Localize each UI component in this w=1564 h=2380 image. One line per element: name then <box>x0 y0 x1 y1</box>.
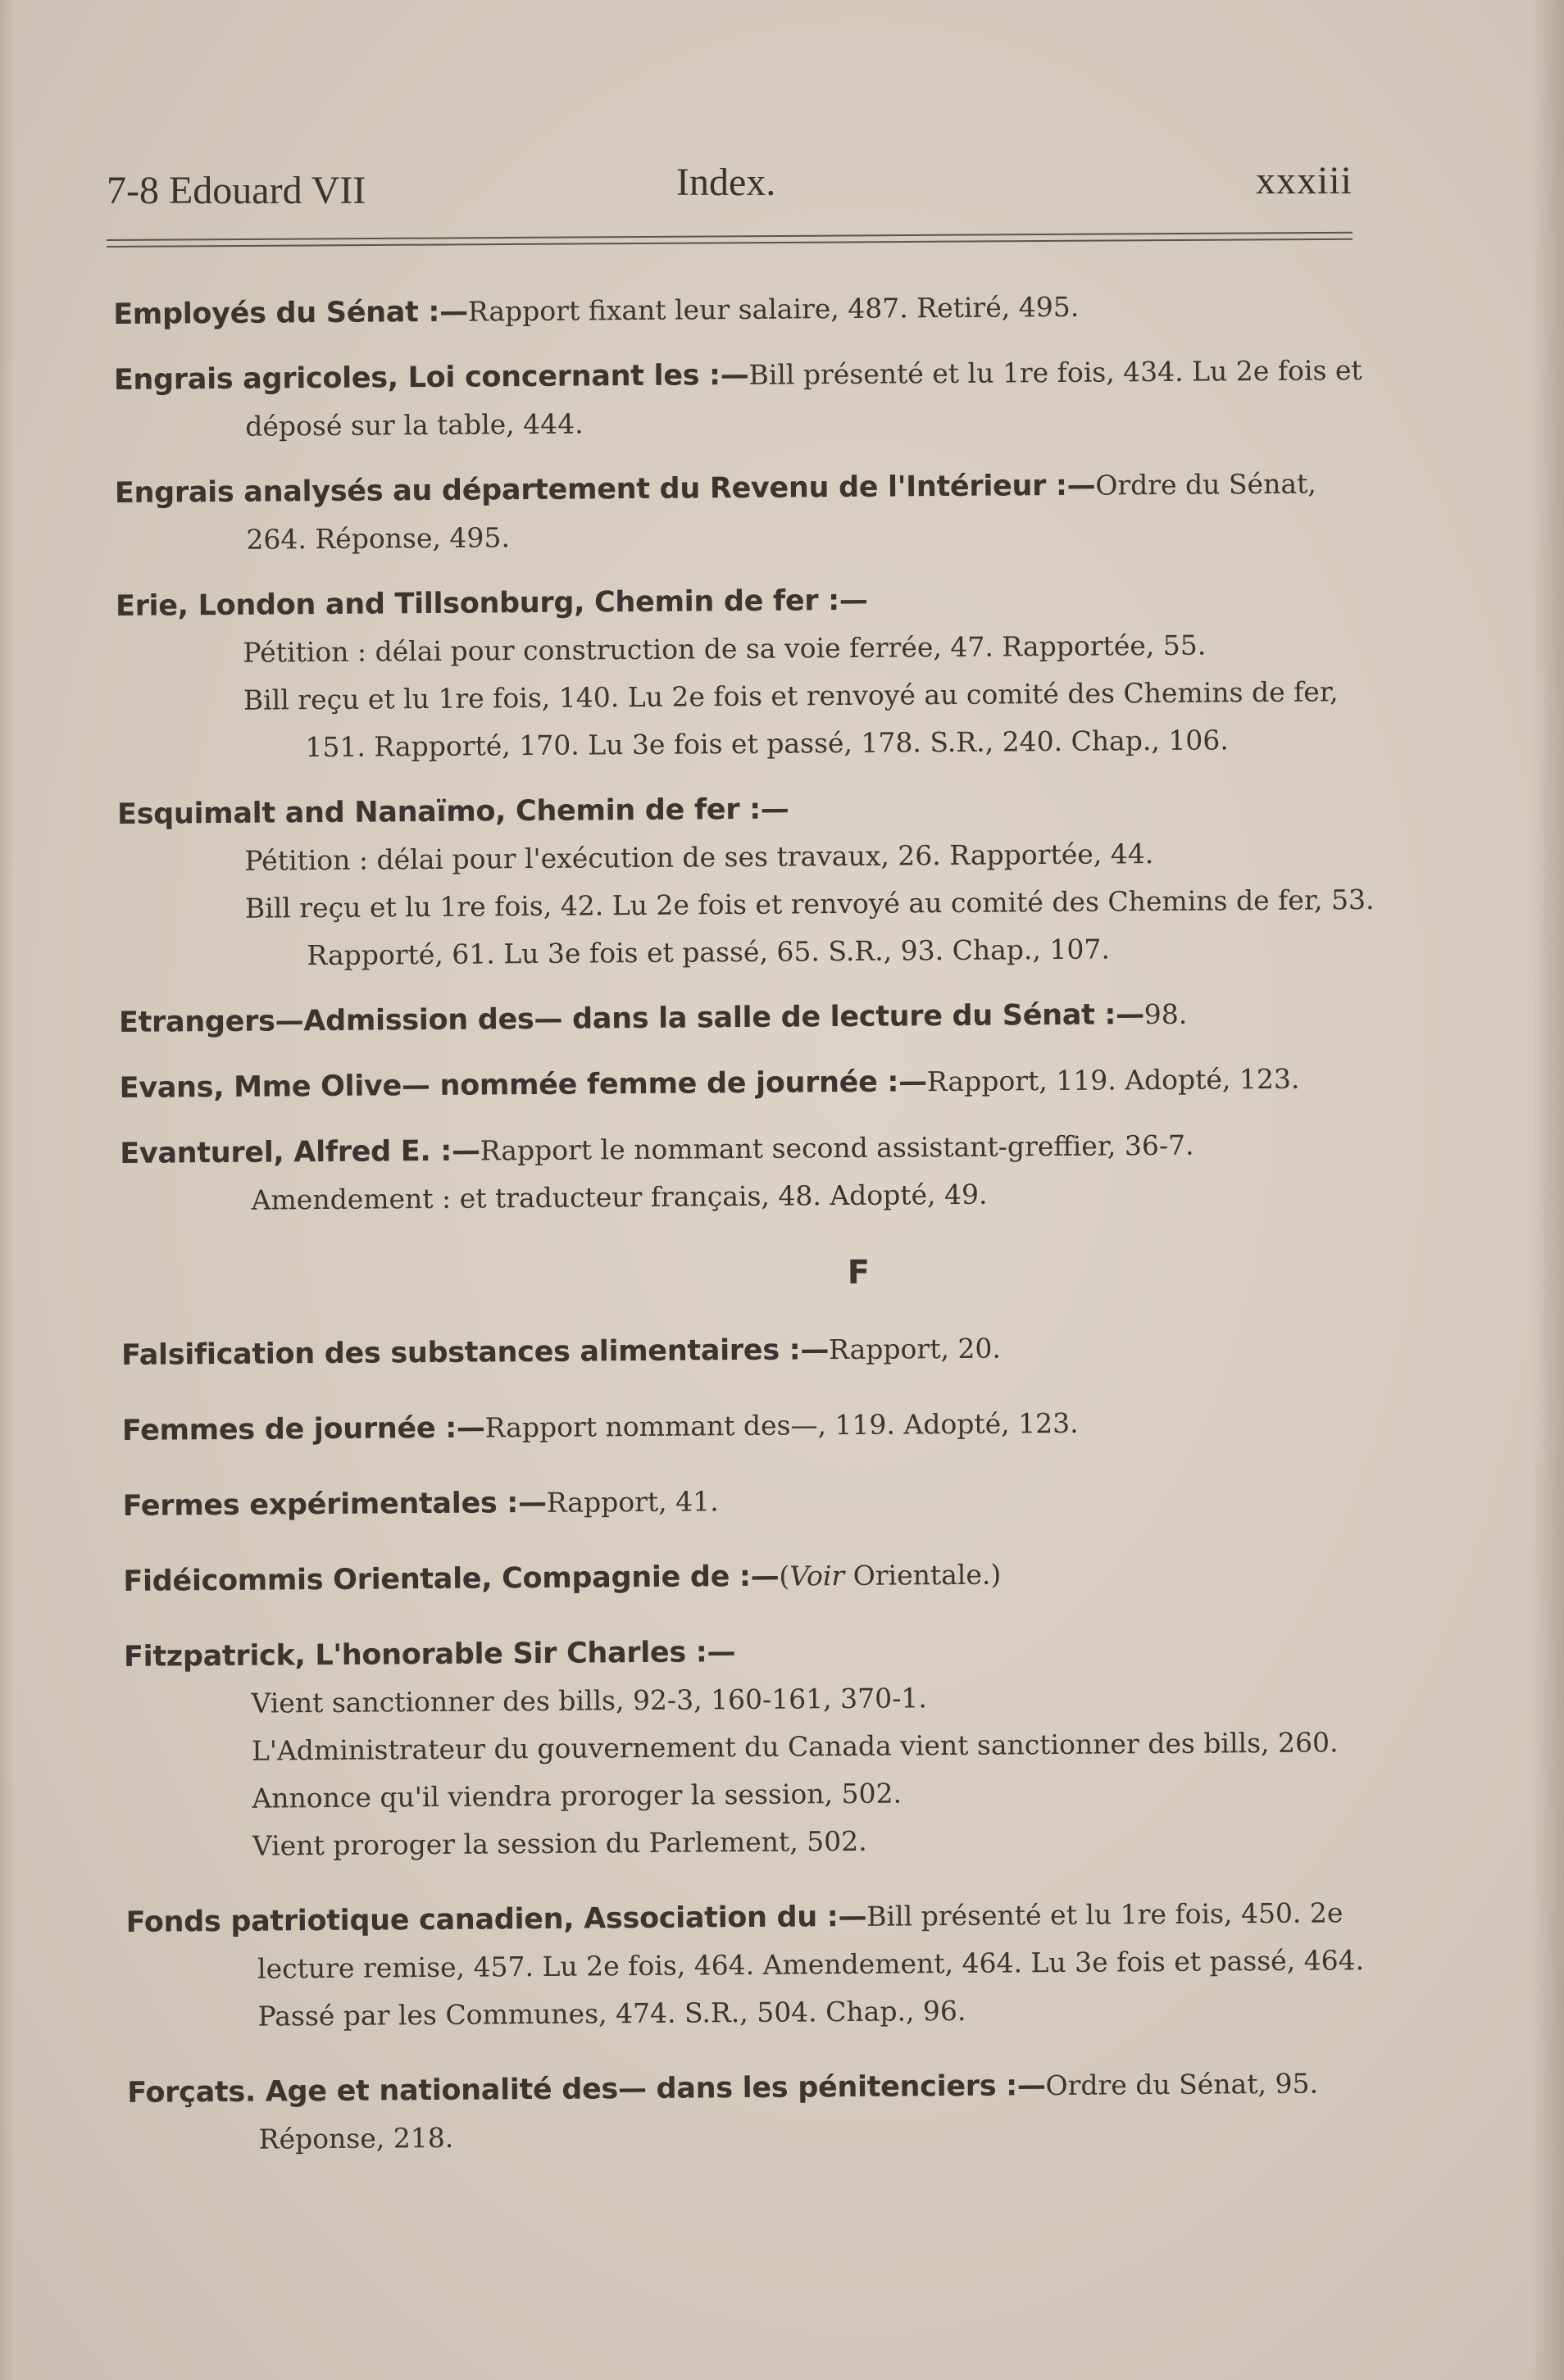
index-entry <box>127 2060 1390 2164</box>
entry-text: Rapport le nommant second assistant-greffier, 36-7. Amendement : et traducteur français, 48. Adopté, 49. <box>251 1129 1194 1216</box>
index-subentry: Vient sanctionner des bills, 92-3, 160-161, 370-1. <box>251 1682 927 1719</box>
entry-text: Rapport, 20. <box>828 1332 1002 1366</box>
section-letter-heading: F <box>847 1253 871 1292</box>
entry-text: Bill présenté et lu 1re fois, 450. 2e lecture remise, 457. Lu 2e fois, 464. Amendement, 464. Lu 3e fois et passé, 464. Passé par les Communes, 474. S.R., 504. Chap., 96. <box>257 1896 1365 2033</box>
entry-title: Fermes expérimentales :— <box>122 1486 547 1523</box>
index-entry <box>115 460 1378 565</box>
index-subentry: Bill reçu et lu 1re fois, 140. Lu 2e fois et renvoyé au comité des Chemins de fer, 151. Rapporté, 170. Lu 3e fois et passé, 178. S.R., 240. Chap., 106. <box>243 675 1339 764</box>
entry-title: Engrais agricoles, Loi concernant les :— <box>113 358 749 397</box>
entry-title: Fonds patriotique canadien, Association du :— <box>125 1900 867 1939</box>
running-head-page-number: xxxiii <box>1255 159 1353 202</box>
running-head <box>107 160 1353 217</box>
entry-title: Fidéicommis Orientale, Compagnie de :— <box>123 1560 780 1598</box>
entry-title: Esquimalt and Nanaïmo, Chemin de fer :— <box>116 793 789 831</box>
index-subentry: Annonce qu'il viendra proroger la session, 502. <box>252 1777 902 1815</box>
entry-text: Rapport, 41. <box>546 1485 719 1519</box>
entry-title: Erie, London and Tillsonburg, Chemin de fer :— <box>115 584 868 623</box>
running-head-title: Index. <box>676 161 776 204</box>
index-subentry: L'Administrateur du gouvernement du Canada vient sanctionner des bills, 260. <box>251 1726 1339 1767</box>
entry-text: ( <box>779 1560 790 1592</box>
entry-text: Bill présenté et lu 1re fois, 434. Lu 2e fois et déposé sur la table, 444. <box>245 354 1362 443</box>
entry-text: 98. <box>1143 997 1188 1031</box>
entry-title: Forçats. Age et nationalité des— dans les pénitenciers :— <box>127 2069 1046 2110</box>
entry-text: Ordre du Sénat, 264. Réponse, 495. <box>246 467 1316 556</box>
index-subentry: Pétition : délai pour construction de sa voie ferrée, 47. Rapportée, 55. <box>243 629 1207 669</box>
entry-title: Falsification des substances alimentaires :— <box>121 1333 830 1372</box>
index-entry <box>119 1055 1381 1112</box>
entry-title: Etrangers—Admission des— dans la salle de lecture du Sénat :— <box>118 998 1145 1039</box>
index-subentry: Vient proroger la session du Parlement, 502. <box>252 1824 867 1862</box>
entry-text: Rapport fixant leur salaire, 487. Retiré, 495. <box>467 290 1080 328</box>
entry-title: Femmes de journée :— <box>121 1411 485 1447</box>
entry-title: Evans, Mme Olive— nommée femme de journée :— <box>119 1065 928 1105</box>
entry-text: Rapport, 119. Adopté, 123. <box>926 1062 1300 1098</box>
index-subentry: Bill reçu et lu 1re fois, 42. Lu 2e fois et renvoyé au comité des Chemins de fer, 53. Rapporté, 61. Lu 3e fois et passé, 65. S.R., 93. Chap., 107. <box>244 883 1375 972</box>
entry-text: Rapport nommant des—, 119. Adopté, 123. <box>484 1406 1079 1444</box>
entry-text: Orientale.) <box>844 1558 1002 1592</box>
entry-title: Employés du Sénat :— <box>113 295 468 331</box>
index-entry <box>114 347 1377 452</box>
entry-title: Fitzpatrick, L'honorable Sir Charles :— <box>123 1636 736 1674</box>
index-content <box>113 281 1390 2164</box>
entry-text: Ordre du Sénat, 95. Réponse, 218. <box>258 2067 1319 2155</box>
index-subentry: Pétition : délai pour l'exécution de ses travaux, 26. Rapportée, 44. <box>244 838 1154 877</box>
page-spine-shadow <box>1531 0 1564 2380</box>
entry-title: Evanturel, Alfred E. :— <box>120 1134 480 1170</box>
running-head-volume: 7-8 Edouard VII <box>107 169 366 212</box>
entry-title: Engrais analysés au département du Revenu de l'Intérieur :— <box>114 469 1096 510</box>
page-left-edge <box>0 0 15 2380</box>
entry-see-reference: Voir <box>789 1560 845 1592</box>
index-entry <box>120 1120 1383 1225</box>
index-entry <box>125 1889 1389 2042</box>
